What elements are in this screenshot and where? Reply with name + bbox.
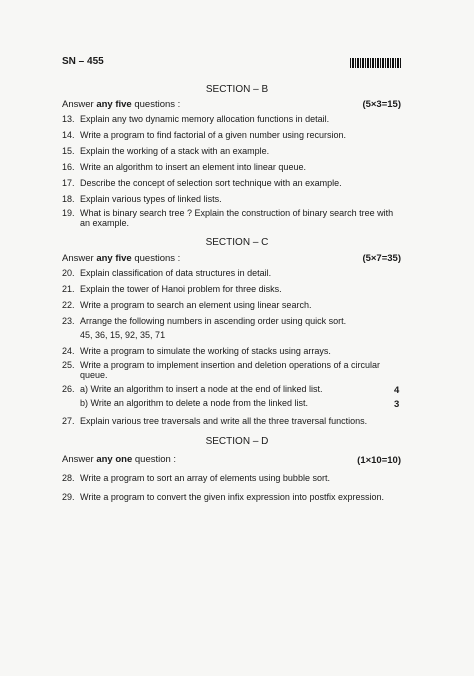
question-20: 20. Explain classification of data structures in detail. xyxy=(62,268,272,278)
question-16: 16. Write an algorithm to insert an element into linear queue. xyxy=(62,162,306,172)
section-c-instruction: Answer any five questions : xyxy=(62,253,181,264)
question-21: 21. Explain the tower of Hanoi problem for three disks. xyxy=(62,284,282,294)
section-c-title: SECTION – C xyxy=(205,237,269,248)
question-19: 19. What is binary search tree ? Explain the construction of binary search tree with an example. xyxy=(62,208,394,228)
question-22: 22. Write a program to search an element using linear search. xyxy=(62,300,312,310)
question-23-numbers: 45, 36, 15, 92, 35, 71 xyxy=(80,330,166,340)
question-28: 28. Write a program to sort an array of elements using bubble sort. xyxy=(62,473,330,483)
question-26b: b) Write an algorithm to delete a node from the linked list. xyxy=(80,398,308,408)
question-15: 15. Explain the working of a stack with an example. xyxy=(62,146,270,156)
question-24: 24. Write a program to simulate the working of stacks using arrays. xyxy=(62,346,331,356)
question-26a-marks: 4 xyxy=(394,385,400,396)
question-26a: 26. a) Write an algorithm to insert a node at the end of linked list. xyxy=(62,384,323,394)
question-14: 14. Write a program to find factorial of a given number using recursion. xyxy=(62,130,346,140)
question-13: 13. Explain any two dynamic memory allocation functions in detail. xyxy=(62,114,330,124)
section-d-title: SECTION – D xyxy=(205,436,269,447)
question-25: 25. Write a program to implement insertion and deletion operations of a circular queue. xyxy=(62,360,380,380)
question-27: 27. Explain various tree traversals and write all the three traversal functions. xyxy=(62,416,368,426)
section-b-marks: (5×3=15) xyxy=(362,99,401,110)
section-b-instruction: Answer any five questions : xyxy=(62,99,181,110)
question-18: 18. Explain various types of linked lists. xyxy=(62,194,222,204)
barcode xyxy=(350,58,402,68)
question-29: 29. Write a program to convert the given infix expression into postfix expression. xyxy=(62,492,384,502)
paper-code: SN – 455 xyxy=(62,56,104,67)
section-c-marks: (5×7=35) xyxy=(362,253,401,264)
section-b-title: SECTION – B xyxy=(205,84,269,95)
section-d-instruction: Answer any one question : xyxy=(62,454,177,465)
question-17: 17. Describe the concept of selection sort technique with an example. xyxy=(62,178,342,188)
question-23: 23. Arrange the following numbers in ascending order using quick sort. xyxy=(62,316,347,326)
section-d-marks: (1×10=10) xyxy=(357,455,401,466)
question-26b-marks: 3 xyxy=(394,399,400,410)
